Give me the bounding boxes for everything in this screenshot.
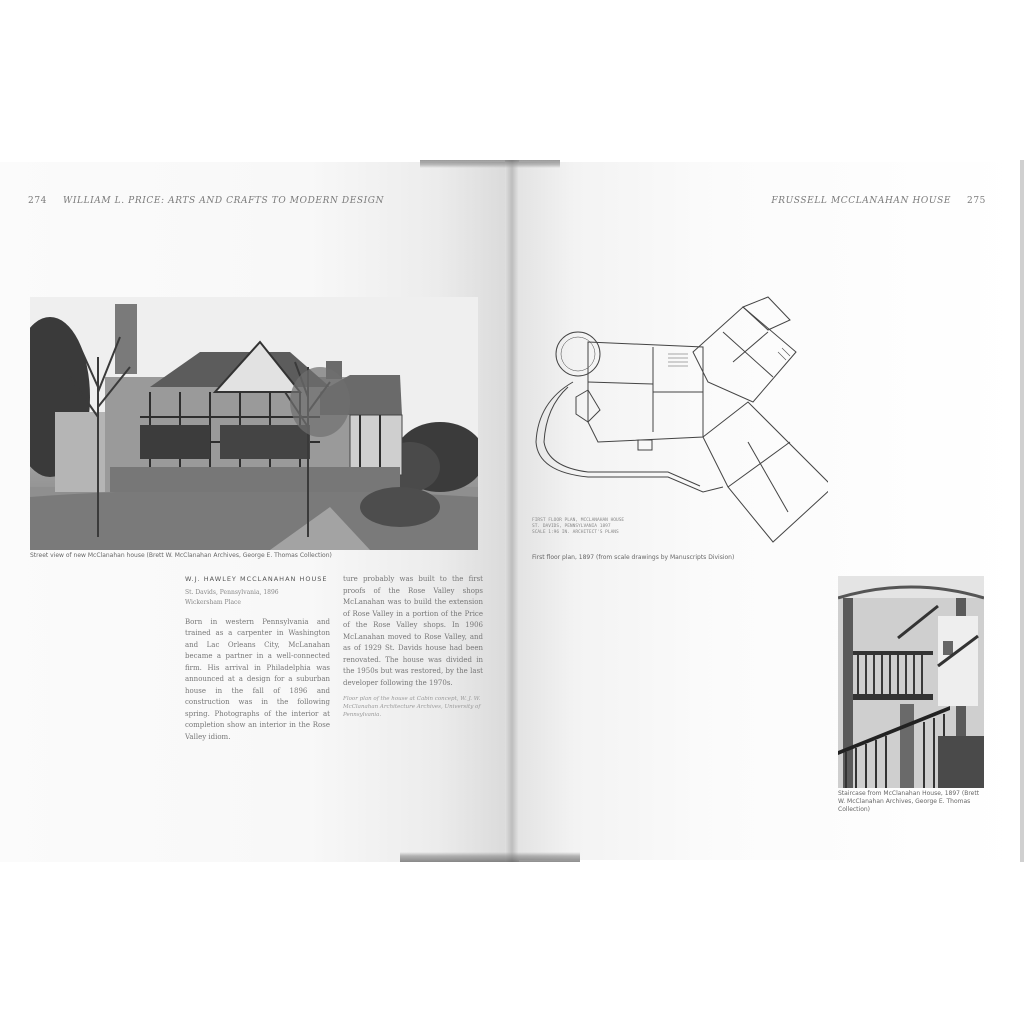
floor-plan-caption: First floor plan, 1897 (from scale drawings by Manuscripts Division) [532, 554, 735, 561]
page-edge [1020, 160, 1024, 862]
left-column-2 [343, 574, 483, 719]
house-heading: W.J. HAWLEY MCCLANAHAN HOUSE [185, 575, 328, 583]
column-2-text: ture probably was built to the first proofs of the Rose Valley shops McLanahan was to build the extension of Rose Valley in a portion of the Price of the Rose Valley shops. In 1906 McLanahan moved to Rose Valley, and as of 1929 St. Davids house had been renovated. The house was divided in the 1950s but was restored, by the last developer following the 1970s. [343, 575, 483, 687]
staircase-illustration [838, 576, 984, 788]
legend-line: FIRST FLOOR PLAN, MCCLANAHAN HOUSE [532, 518, 625, 523]
open-book [0, 160, 1024, 862]
staircase-photo [838, 576, 984, 788]
right-running-title: FRUSSELL MCCLANAHAN HOUSE [771, 196, 952, 206]
right-page-number: 275 [967, 196, 986, 206]
book-gutter [505, 160, 519, 862]
right-running-head [771, 196, 986, 206]
column-1-text: Born in western Pennsylvania and trained as a carpenter in Washington and Lac Orleans City, McLanahan became a partner in a well-connected firm. His arrival in Philadelphia was announced at a design for a suburban house in the fall of 1896 and construction was in the following spring. Photographs of the interior at completion show an interior in the Rose Valley idiom. [185, 617, 330, 741]
left-column-1 [185, 574, 330, 743]
right-page [514, 162, 1022, 860]
left-running-title: WILLIAM L. PRICE: ARTS AND CRAFTS TO MODERN DESIGN [62, 196, 385, 206]
left-page [0, 162, 514, 862]
house-exterior-illustration [30, 297, 478, 550]
legend-line: SCALE 1:96 IN. ARCHITECT'S PLANS [532, 530, 619, 535]
left-page-number: 274 [28, 196, 47, 206]
house-photo-caption: Street view of new McClanahan house (Brett W. McClanahan Archives, George E. Thomas Collection) [30, 552, 332, 559]
floor-plan-drawing [528, 292, 828, 552]
house-location: St. Davids, Pennsylvania, 1896 [185, 588, 279, 596]
staircase-photo-caption: Staircase from McClanahan House, 1897 (Brett W. McClanahan Archives, George E. Thomas Collection) [838, 790, 980, 813]
spine-shadow-top [420, 160, 560, 168]
house-status: Wickersham Place [185, 598, 241, 606]
left-running-head [28, 196, 384, 206]
footnote: Floor plan of the house at Cabin concept, W. J. W. McClanahan Architecture Archives, University of Pennsylvania. [343, 696, 481, 718]
floor-plan-legend [532, 518, 624, 536]
house-exterior-photo [30, 297, 478, 550]
legend-line: ST. DAVIDS, PENNSYLVANIA 1897 [532, 524, 611, 529]
spine-shadow-bottom [400, 852, 580, 862]
